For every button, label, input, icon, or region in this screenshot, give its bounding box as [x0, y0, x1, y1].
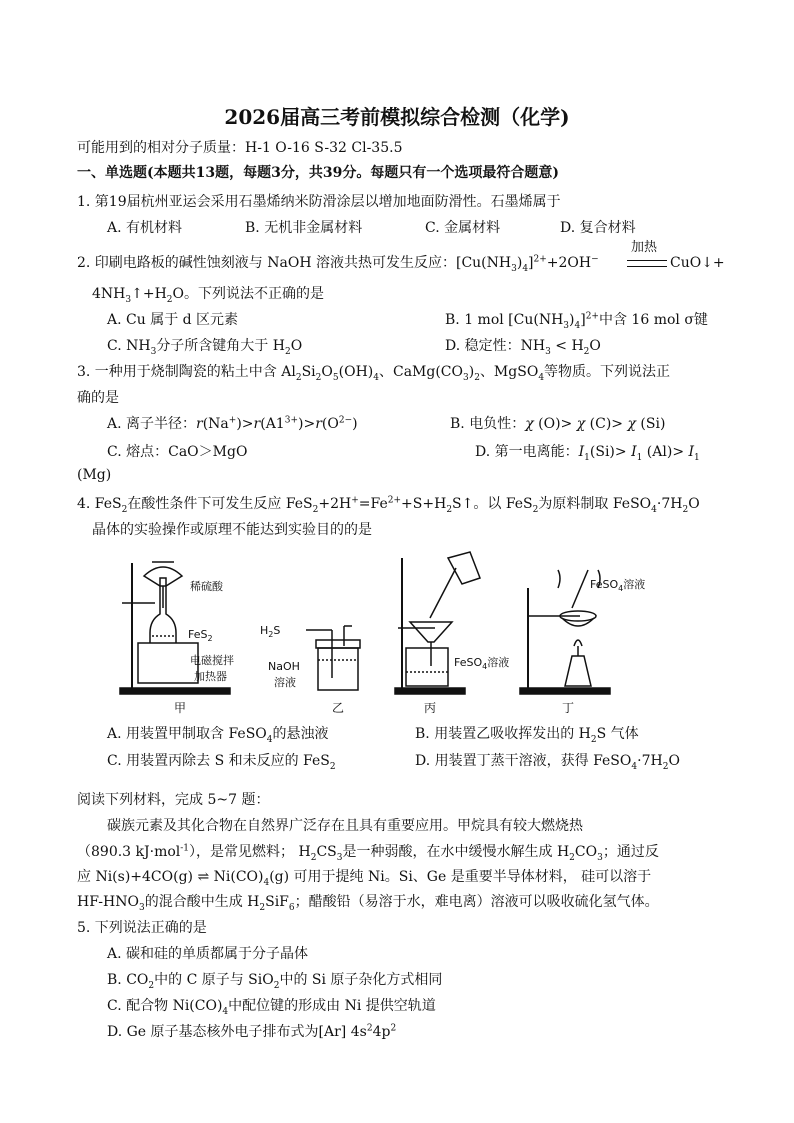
label-naoh: NaOH [268, 660, 300, 673]
apparatus-yi [306, 626, 360, 690]
label-stirrer-2: 加热器 [194, 670, 227, 683]
q1-option-c: C. 金属材料 [425, 220, 501, 236]
label-ding: 丁 [562, 701, 575, 715]
reading-intro: 阅读下列材料，完成 5~7 题： [77, 792, 270, 808]
label-h2s: $H_2S$ [260, 624, 281, 639]
q5-option-a: A. 碳和硅的单质都属于分子晶体 [107, 946, 309, 962]
q2-stem-line2: $4NH_3↑+H_2O$。下列说法不正确的是 [92, 286, 324, 305]
q4-stem-line1: 4. FeS$_2$在酸性条件下可发生反应 $FeS_2+2H^+=Fe^{2+}+S+H_2S↑$。以 FeS$_2$为原料制取 $FeSO_4\cdot 7H_2O$ [77, 495, 700, 515]
section-heading: 一、单选题(本题共13题，每题3分，共39分。每题只有一个选项最符合题意) [77, 165, 559, 181]
label-yi: 乙 [332, 701, 345, 715]
q4-option-c: C. 用装置丙除去 S 和未反应的 FeS$_2$ [107, 753, 336, 772]
q3-option-a: A. 离子半径：$r(Na^+)>r(A1^{3+})>r(O^{2-})$ [107, 415, 358, 432]
q5-option-c: C. 配合物 $Ni(CO)_4$中配位键的形成由 Ni 提供空轨道 [107, 998, 436, 1017]
q2-option-c: C. $NH_3$分子所含键角大于 $H_2O$ [107, 338, 303, 357]
label-jia: 甲 [174, 701, 187, 715]
q3-option-d-tail: (Mg) [77, 467, 112, 483]
q3-option-b: B. 电负性：χ (O)> χ (C)> χ (Si) [450, 416, 666, 432]
label-fes2: FeS$_2$ [188, 628, 213, 643]
label-stirrer-1: 电磁搅拌 [190, 654, 234, 667]
q1-option-b: B. 无机非金属材料 [245, 220, 363, 236]
q3-stem-line1: 3. 一种用于烧制陶瓷的粘土中含 $Al_2Si_2O_5(OH)_4$、$CaMg(CO_3)_2$、MgSO$_4$等物质。下列说法正 [77, 364, 671, 383]
label-feso4-ding: FeSO$_4$溶液 [590, 578, 646, 593]
q3-option-c: C. 熔点：CaO＞MgO [107, 444, 248, 460]
q3-stem-line2: 确的是 [77, 390, 119, 406]
q4-option-d: D. 用装置丁蒸干溶液，获得 $FeSO_4\cdot 7H_2O$ [415, 753, 680, 772]
q4-option-b: B. 用装置乙吸收挥发出的 $H_2S$ 气体 [415, 726, 639, 745]
label-acid: 稀硫酸 [190, 580, 223, 593]
reading-line-3: 应 Ni(s)+4CO(g) ⇌ $Ni(CO)_4(g)$ 可用于提纯 Ni。Si、Ge 是重要半导体材料， 硅可以溶于 [77, 869, 652, 888]
q1-option-a: A. 有机材料 [107, 220, 183, 236]
label-feso4-bing: FeSO$_4$溶液 [454, 656, 510, 671]
q1-option-d: D. 复合材料 [560, 220, 636, 236]
q4-option-a: A. 用装置甲制取含 FeSO$_4$的悬浊液 [107, 726, 329, 745]
q2-condition: 加热 [631, 240, 658, 255]
apparatus-figure [110, 548, 646, 718]
label-bing: 丙 [424, 701, 437, 715]
q2-stem-line1: 2. 印刷电路板的碱性蚀刻液与 NaOH 溶液共热可发生反应：$[Cu(NH_3)_4]^{2+}+2OH^-$ [77, 254, 599, 274]
reading-line-4: $HF-HNO_3$的混合酸中生成 $H_2SiF_6$；醋酸铅（易溶于水，难电离）溶液可以吸收硫化氢气体。 [77, 894, 659, 913]
q2-option-b: B. 1 mol $[Cu(NH_3)_4]^{2+}$中含 16 mol σ键 [445, 311, 708, 331]
apparatus-bing [395, 552, 480, 694]
page-title: 2026届高三考前模拟综合检测（化学) [224, 105, 570, 129]
q2-equal-sign [627, 260, 667, 267]
q5-option-d: D. Ge 原子基态核外电子排布式为[Ar] $4s^24p^2$ [107, 1023, 397, 1040]
q2-product: CuO↓+ [670, 255, 725, 271]
q3-option-d: D. 第一电离能：$I_1(Si)> I_1$ $(Al)> I_1$ [475, 444, 700, 463]
q1-stem: 1. 第19届杭州亚运会采用石墨烯纳米防滑涂层以增加地面防滑性。石墨烯属于 [77, 194, 561, 210]
label-naoh-soln: 溶液 [274, 676, 296, 689]
q5-stem: 5. 下列说法正确的是 [77, 920, 207, 936]
q2-option-d: D. 稳定性：$NH_3 < H_2O$ [445, 338, 601, 357]
reading-line-1: 碳族元素及其化合物在自然界广泛存在且具有重要应用。甲烷具有较大燃烧热 [107, 818, 583, 834]
q2-option-a: A. Cu 属于 d 区元素 [107, 312, 239, 328]
q4-stem-line2: 晶体的实验操作或原理不能达到实验目的的是 [92, 522, 372, 538]
q5-option-b: B. $CO_2$中的 C 原子与 SiO$_2$中的 Si 原子杂化方式相同 [107, 972, 443, 991]
relative-masses: 可能用到的相对分子质量：H-1 O-16 S-32 Cl-35.5 [77, 140, 403, 156]
reading-line-2: （890.3 kJ·mol$^{-1}$），是常见燃料； $H_2CS_3$是一种弱酸，在水中缓慢水解生成 $H_2CO_3$；通过反 [77, 843, 659, 863]
